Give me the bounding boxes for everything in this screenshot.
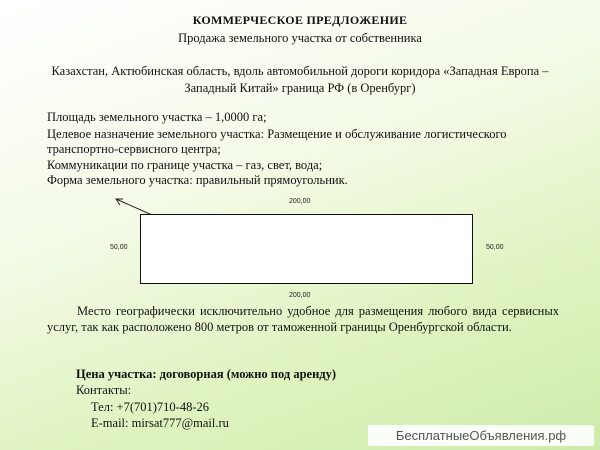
facts-list bbox=[47, 110, 567, 189]
heading: КОММЕРЧЕСКОЕ ПРЕДЛОЖЕНИЕ bbox=[192, 13, 408, 27]
email-address: E-mail: mirsat777@mail.ru bbox=[91, 416, 229, 430]
fact-purpose: Целевое назначение земельного участка: Размещение и обслуживание логистического транспортно-сервисного центра; bbox=[47, 126, 507, 156]
description-paragraph bbox=[47, 303, 559, 335]
plot-dimension-right: 50,00 bbox=[486, 244, 504, 251]
price-line: Цена участка: договорная (можно под аренду) bbox=[76, 367, 337, 381]
fact-shape: Форма земельного участка: правильный прямоугольник. bbox=[47, 173, 348, 187]
plot-dimension-bottom: 200,00 bbox=[289, 292, 311, 299]
plot-dimension-top: 200,00 bbox=[289, 198, 311, 205]
fact-utilities: Коммуникации по границе участка – газ, свет, вода; bbox=[47, 157, 323, 172]
fact-area: Площадь земельного участка – 1,0000 га; bbox=[47, 110, 267, 124]
description-text: Место географически исключительно удобное для размещения любого вида сервисных услуг, так как расположено 800 метров от таможенной границы Оренбургской области. bbox=[47, 304, 559, 334]
contacts-label: Контакты: bbox=[76, 383, 132, 397]
plot-rectangle bbox=[140, 214, 473, 284]
location-text: Казахстан, Актюбинская область, вдоль автомобильной дороги коридора «Западная Европа – Западный Китай» граница РФ (в Оренбург) bbox=[51, 64, 549, 95]
subheading: Продажа земельного участка от собственника bbox=[178, 31, 422, 45]
site-watermark: БесплатныеОбъявления.рф bbox=[368, 425, 594, 446]
plot-dimension-left: 50,00 bbox=[110, 244, 128, 251]
phone-number: Тел: +7(701)710-48-26 bbox=[91, 400, 209, 414]
